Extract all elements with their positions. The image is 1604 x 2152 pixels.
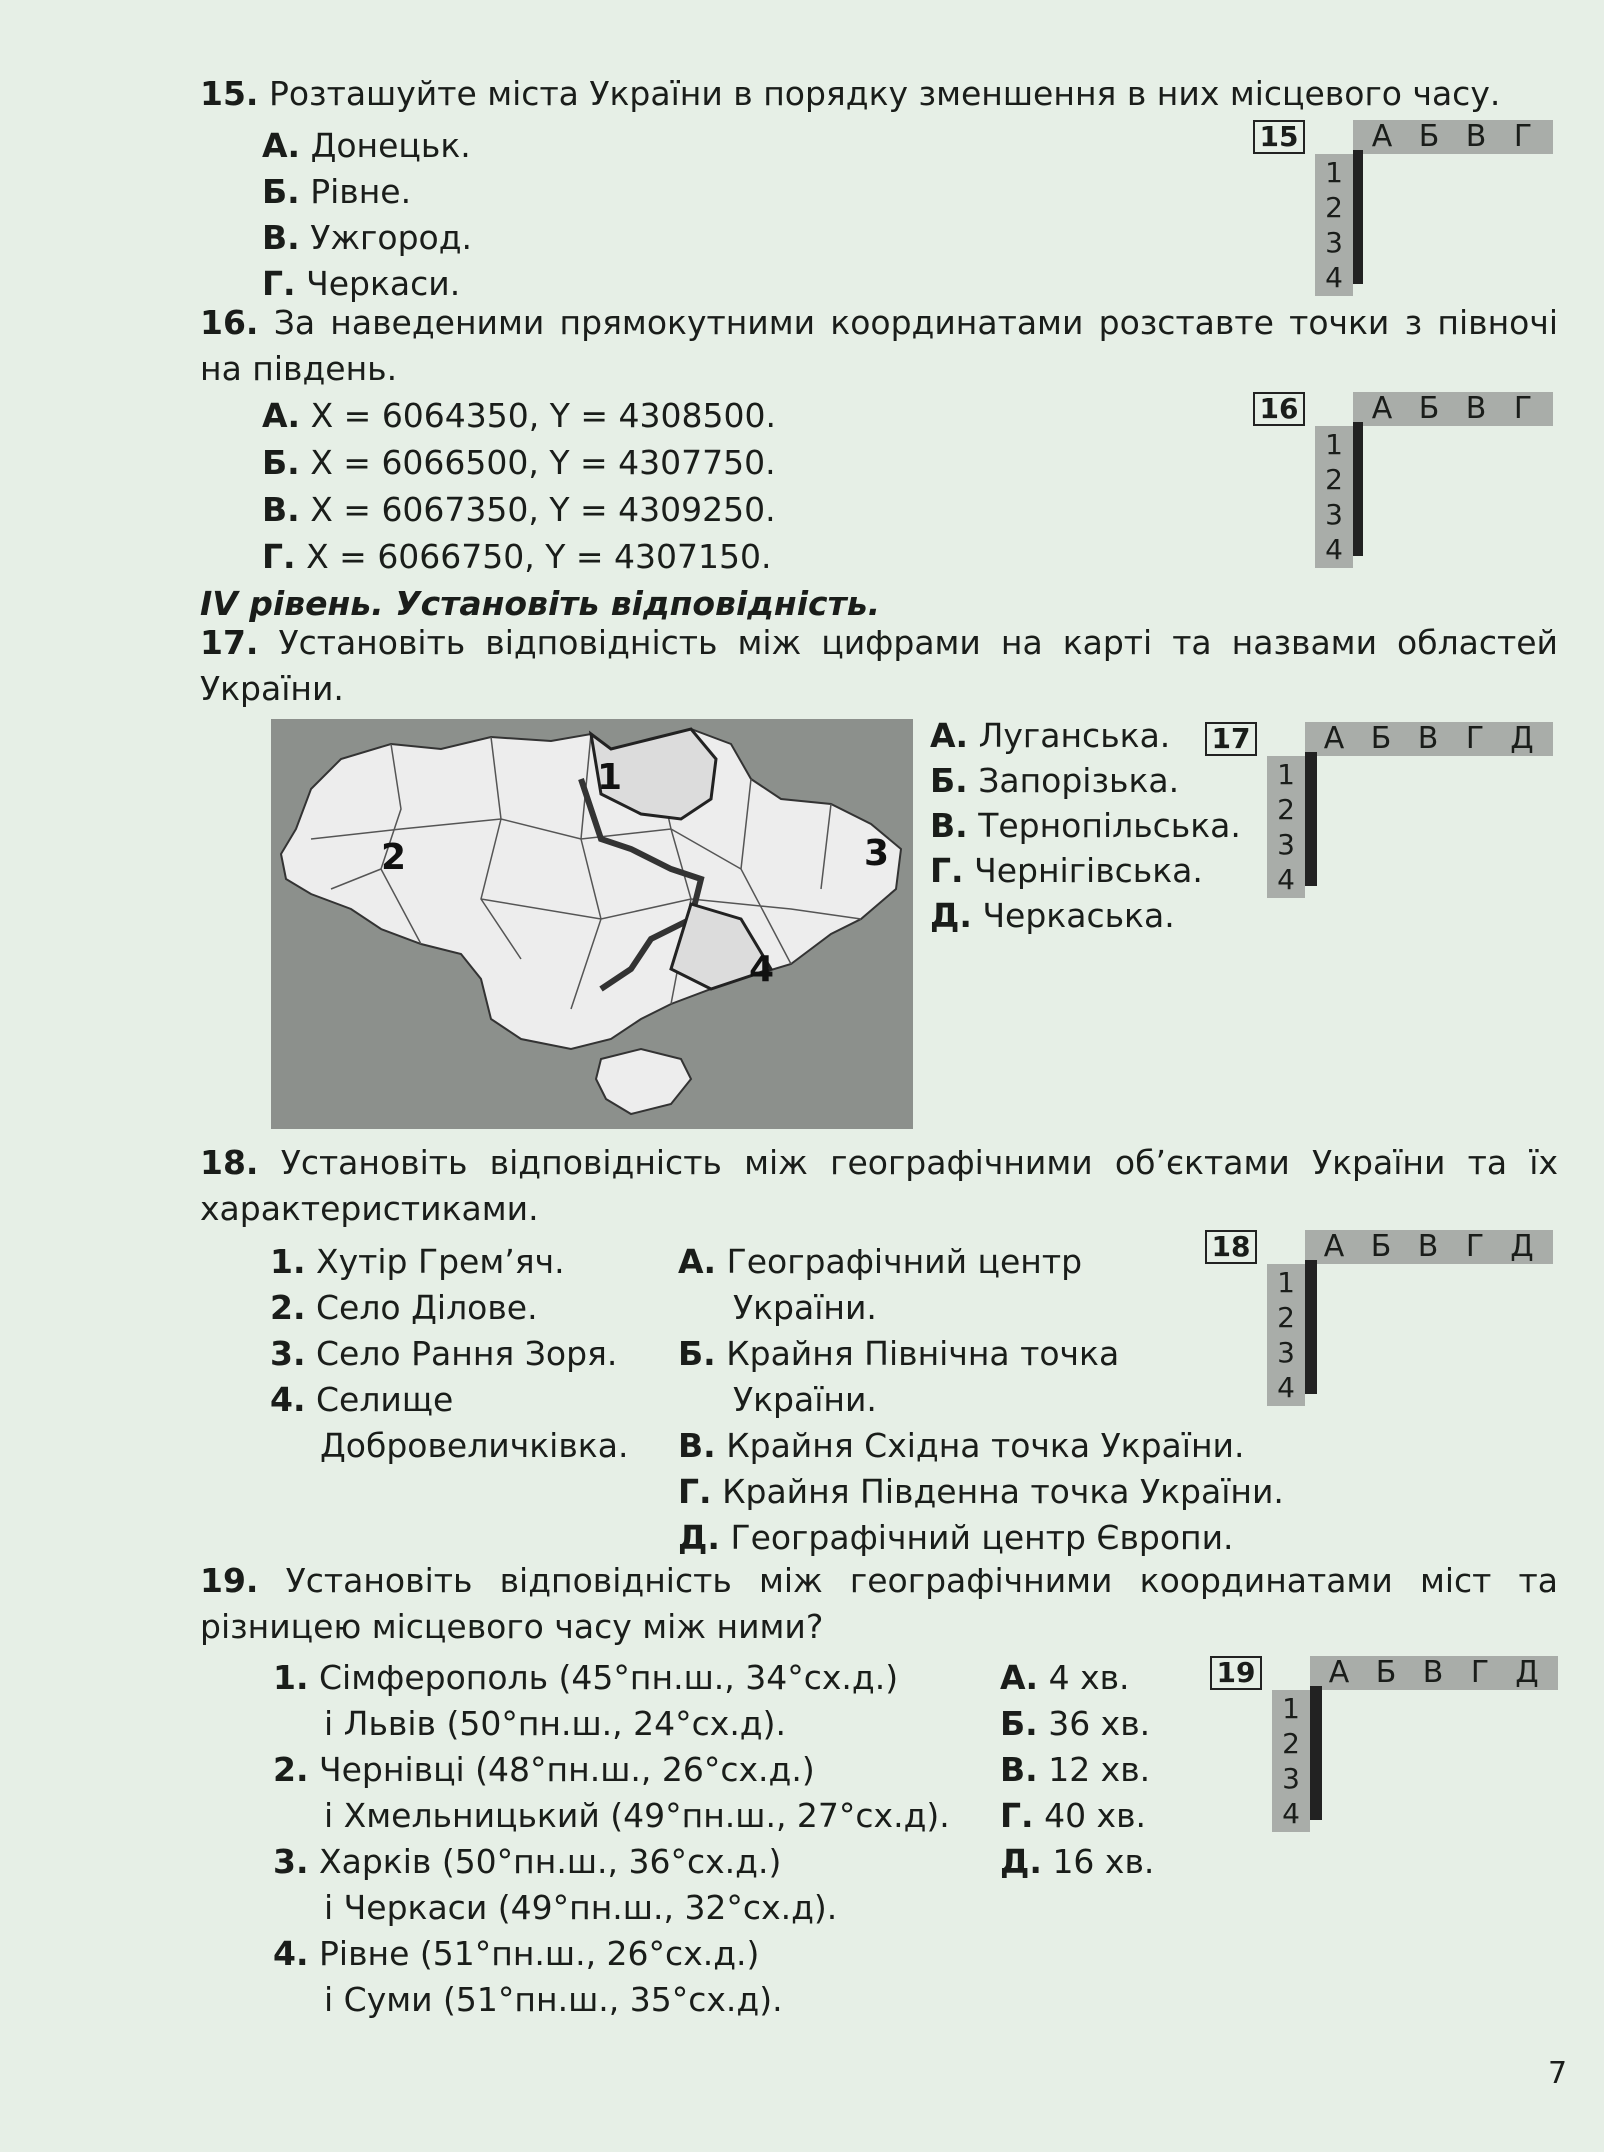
q16-text: За наведеними прямокутними координатами розставте точки з півночі на південь.	[200, 303, 1558, 388]
q16-number: 16.	[200, 303, 259, 342]
col-label: Г	[1513, 391, 1533, 426]
q17-option-c: В. Тернопільська.	[930, 806, 1241, 845]
grid-side	[1272, 1690, 1310, 1832]
q19-item-3: 3. Харків (50°пн.ш., 36°сх.д.)	[273, 1842, 782, 1881]
grid-tag: 18	[1205, 1230, 1257, 1264]
row-label: 2	[1325, 463, 1343, 496]
q18-text: Установіть відповідність між географічними об’єктами України та їх характеристиками.	[200, 1143, 1558, 1228]
q19-item-2-cont: і Хмельницький (49°пн.ш., 27°сх.д).	[324, 1796, 950, 1835]
q17-stem	[200, 620, 1558, 712]
q18-stem	[200, 1140, 1558, 1232]
q15-option-d: Г. Черкаси.	[262, 264, 461, 303]
col-label: Б	[1418, 119, 1440, 154]
col-label: Д	[1515, 1655, 1539, 1690]
row-label: 1	[1282, 1692, 1300, 1725]
col-label: А	[1328, 1655, 1350, 1690]
q16-stem	[200, 300, 1558, 392]
col-label: Б	[1370, 721, 1392, 756]
q18-option-d: Г. Крайня Південна точка України.	[678, 1472, 1284, 1511]
grid-cells[interactable]	[1310, 1686, 1322, 1820]
row-label: 3	[1325, 498, 1343, 531]
q19-stem	[200, 1558, 1558, 1650]
row-label: 1	[1277, 758, 1295, 791]
col-label: В	[1422, 1655, 1444, 1690]
col-label: А	[1371, 391, 1393, 426]
col-label: Б	[1418, 391, 1440, 426]
q19-option-a: А. 4 хв.	[1000, 1658, 1130, 1697]
grid-header	[1353, 120, 1553, 154]
row-label: 3	[1282, 1762, 1300, 1795]
level-heading: IV рівень. Установіть відповідність.	[200, 584, 881, 623]
q15-text: Розташуйте міста України в порядку зменшення в них місцевого часу.	[268, 74, 1501, 113]
q16-option-a: А. X = 6064350, Y = 4308500.	[262, 396, 777, 435]
row-label: 1	[1325, 428, 1343, 461]
col-label: В	[1465, 119, 1487, 154]
q18-item-3: 3. Село Рання Зоря.	[270, 1334, 618, 1373]
q15-number: 15.	[200, 74, 259, 113]
q18-option-b: Б. Крайня Північна точка	[678, 1334, 1120, 1373]
col-label: Б	[1370, 1229, 1392, 1264]
grid-tag: 19	[1210, 1656, 1262, 1690]
map-label-2: 2	[381, 837, 407, 878]
col-label: А	[1371, 119, 1393, 154]
q19-option-d: Г. 40 хв.	[1000, 1796, 1147, 1835]
ukraine-map-graphic	[271, 719, 913, 1129]
q18-option-a: А. Географічний центр	[678, 1242, 1083, 1281]
q15-option-a: А. Донецьк.	[262, 126, 471, 165]
q18-item-4: 4. Селище	[270, 1380, 454, 1419]
col-label: Г	[1465, 721, 1485, 756]
col-label: В	[1417, 721, 1439, 756]
grid-cells[interactable]	[1305, 1260, 1317, 1394]
grid-side	[1315, 154, 1353, 296]
map-label-4: 4	[749, 949, 775, 990]
q19-number: 19.	[200, 1561, 259, 1600]
col-label: А	[1323, 1229, 1345, 1264]
col-label: Д	[1510, 721, 1534, 756]
row-label: 2	[1325, 191, 1343, 224]
q19-option-c: В. 12 хв.	[1000, 1750, 1151, 1789]
grid-header	[1310, 1656, 1558, 1690]
col-label: В	[1465, 391, 1487, 426]
col-label: Д	[1510, 1229, 1534, 1264]
col-label: Г	[1513, 119, 1533, 154]
q15-option-b: Б. Рівне.	[262, 172, 412, 211]
row-label: 2	[1282, 1727, 1300, 1760]
grid-header	[1305, 1230, 1553, 1264]
map-label-3: 3	[864, 833, 890, 874]
q19-item-4-cont: і Суми (51°пн.ш., 35°сх.д).	[324, 1980, 783, 2019]
q18-option-a-cont: України.	[733, 1288, 877, 1327]
q17-option-b: Б. Запорізька.	[930, 761, 1180, 800]
q18-item-1: 1. Хутір Грем’яч.	[270, 1242, 565, 1281]
col-label: А	[1323, 721, 1345, 756]
q15-option-c: В. Ужгород.	[262, 218, 473, 257]
q18-option-b-cont: України.	[733, 1380, 877, 1419]
row-label: 2	[1277, 1301, 1295, 1334]
grid-tag: 16	[1253, 392, 1305, 426]
grid-tag: 17	[1205, 722, 1257, 756]
map-label-1: 1	[597, 757, 623, 798]
q19-item-4: 4. Рівне (51°пн.ш., 26°сх.д.)	[273, 1934, 760, 1973]
row-label: 3	[1277, 1336, 1295, 1369]
q17-option-d: Г. Чернігівська.	[930, 851, 1203, 890]
row-label: 1	[1277, 1266, 1295, 1299]
q19-item-1: 1. Сімферополь (45°пн.ш., 34°сх.д.)	[273, 1658, 899, 1697]
grid-cells[interactable]	[1353, 422, 1363, 556]
q18-number: 18.	[200, 1143, 259, 1182]
grid-tag: 15	[1253, 120, 1305, 154]
q17-option-e: Д. Черкаська.	[930, 896, 1175, 935]
grid-side	[1315, 426, 1353, 568]
q18-option-c: В. Крайня Східна точка України.	[678, 1426, 1245, 1465]
q19-option-e: Д. 16 хв.	[1000, 1842, 1155, 1881]
row-label: 3	[1277, 828, 1295, 861]
q19-text: Установіть відповідність між географічними координатами міст та різницею місцевого часу між ними?	[200, 1561, 1558, 1646]
col-label: В	[1417, 1229, 1439, 1264]
q19-option-b: Б. 36 хв.	[1000, 1704, 1151, 1743]
q19-item-1-cont: і Львів (50°пн.ш., 24°сх.д).	[324, 1704, 786, 1743]
q15-stem	[200, 72, 1500, 116]
col-label: Б	[1375, 1655, 1397, 1690]
row-label: 4	[1277, 1371, 1295, 1404]
grid-cells[interactable]	[1353, 150, 1363, 284]
q18-item-4-cont: Добровеличківка.	[320, 1426, 629, 1465]
col-label: Г	[1470, 1655, 1490, 1690]
q17-option-a: А. Луганська.	[930, 716, 1171, 755]
row-label: 4	[1325, 261, 1343, 294]
grid-side	[1267, 756, 1305, 898]
row-label: 1	[1325, 156, 1343, 189]
col-label: Г	[1465, 1229, 1485, 1264]
q17-text: Установіть відповідність між цифрами на карті та назвами областей України.	[200, 623, 1558, 708]
ukraine-map	[271, 719, 913, 1129]
q16-option-c: В. X = 6067350, Y = 4309250.	[262, 490, 776, 529]
q16-option-d: Г. X = 6066750, Y = 4307150.	[262, 537, 772, 576]
grid-header	[1353, 392, 1553, 426]
q19-item-3-cont: і Черкаси (49°пн.ш., 32°сх.д).	[324, 1888, 838, 1927]
q18-item-2: 2. Село Ділове.	[270, 1288, 538, 1327]
q19-item-2: 2. Чернівці (48°пн.ш., 26°сх.д.)	[273, 1750, 815, 1789]
grid-side	[1267, 1264, 1305, 1406]
row-label: 3	[1325, 226, 1343, 259]
q17-number: 17.	[200, 623, 259, 662]
q16-option-b: Б. X = 6066500, Y = 4307750.	[262, 443, 776, 482]
row-label: 4	[1325, 533, 1343, 566]
grid-header	[1305, 722, 1553, 756]
row-label: 4	[1282, 1797, 1300, 1830]
q18-option-e: Д. Географічний центр Європи.	[678, 1518, 1234, 1557]
row-label: 4	[1277, 863, 1295, 896]
row-label: 2	[1277, 793, 1295, 826]
grid-cells[interactable]	[1305, 752, 1317, 886]
page-number: 7	[1548, 2056, 1568, 2091]
